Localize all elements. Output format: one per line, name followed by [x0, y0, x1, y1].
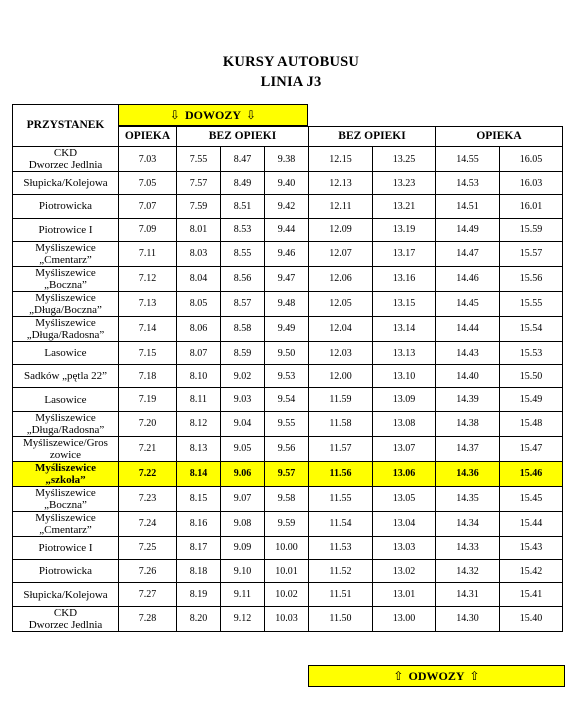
departure-time: 8.05 — [177, 291, 221, 316]
stop-name — [13, 172, 119, 195]
departure-time: 13.00 — [373, 606, 436, 631]
departure-time: 13.16 — [373, 266, 436, 291]
table-row — [13, 172, 563, 195]
departure-time: 7.14 — [119, 316, 177, 341]
departure-time: 15.43 — [500, 536, 563, 559]
departure-time: 12.06 — [309, 266, 373, 291]
departure-time: 9.06 — [221, 461, 265, 486]
table-row — [13, 365, 563, 388]
departure-time: 13.06 — [373, 461, 436, 486]
departure-time: 7.57 — [177, 172, 221, 195]
table-row — [13, 241, 563, 266]
departure-time: 14.55 — [436, 147, 500, 172]
departure-time: 14.44 — [436, 316, 500, 341]
departure-time: 13.10 — [373, 365, 436, 388]
departure-time: 13.14 — [373, 316, 436, 341]
stop-name — [13, 241, 119, 266]
departure-time: 7.21 — [119, 436, 177, 461]
header-spacer — [119, 105, 309, 127]
stop-name — [13, 411, 119, 436]
departure-time: 13.07 — [373, 436, 436, 461]
departure-time: 8.20 — [177, 606, 221, 631]
departure-time: 9.42 — [265, 195, 309, 218]
table-row — [13, 560, 563, 583]
departure-time: 14.43 — [436, 341, 500, 364]
stop-name-line: Lasowice — [44, 347, 87, 360]
header-opieka-left: OPIEKA — [119, 127, 177, 147]
departure-time: 7.05 — [119, 172, 177, 195]
departure-time: 8.59 — [221, 341, 265, 364]
stop-name-line: Myśliszewice — [35, 241, 96, 254]
table-row — [13, 316, 563, 341]
departure-time: 13.19 — [373, 218, 436, 241]
departure-time: 12.13 — [309, 172, 373, 195]
departure-time: 8.12 — [177, 411, 221, 436]
departure-time: 13.23 — [373, 172, 436, 195]
stop-name-line: „Boczna” — [44, 278, 87, 291]
departure-time: 15.42 — [500, 560, 563, 583]
departure-time: 14.30 — [436, 606, 500, 631]
departure-time: 12.05 — [309, 291, 373, 316]
departure-time: 11.51 — [309, 583, 373, 606]
arrow-down-icon: ⇩ — [169, 108, 180, 122]
departure-time: 7.26 — [119, 560, 177, 583]
departure-time: 9.57 — [265, 461, 309, 486]
departure-time: 13.08 — [373, 411, 436, 436]
stop-name — [13, 486, 119, 511]
departure-time: 7.09 — [119, 218, 177, 241]
header-bez-opieki-left: BEZ OPIEKI — [177, 127, 309, 147]
stop-name-line: „Boczna” — [44, 498, 87, 511]
departure-time: 8.49 — [221, 172, 265, 195]
departure-time: 12.11 — [309, 195, 373, 218]
departure-time: 8.55 — [221, 241, 265, 266]
table-row — [13, 195, 563, 218]
header-spacer — [309, 105, 563, 127]
page-subtitle: LINIA J3 — [260, 74, 322, 90]
departure-time: 14.40 — [436, 365, 500, 388]
departure-time: 9.11 — [221, 583, 265, 606]
departure-time: 15.49 — [500, 388, 563, 411]
stop-name-line: „Cmentarz” — [39, 523, 92, 536]
departure-time: 11.59 — [309, 388, 373, 411]
header-bez-opieki-right: BEZ OPIEKI — [309, 127, 436, 147]
arrow-up-icon: ⇧ — [469, 669, 480, 683]
departure-time: 8.10 — [177, 365, 221, 388]
table-row — [13, 583, 563, 606]
departure-time: 9.05 — [221, 436, 265, 461]
stop-name-line: Lasowice — [44, 393, 87, 406]
stop-name-line: Myśliszewice — [35, 266, 96, 279]
timetable — [12, 104, 563, 632]
departure-time: 8.53 — [221, 218, 265, 241]
departure-time: 12.15 — [309, 147, 373, 172]
departure-time: 9.44 — [265, 218, 309, 241]
departure-time: 9.50 — [265, 341, 309, 364]
header-opieka-right: OPIEKA — [436, 127, 563, 147]
stop-name-line: Piotrowicka — [38, 200, 93, 213]
departure-time: 9.49 — [265, 316, 309, 341]
departure-time: 15.48 — [500, 411, 563, 436]
stop-name — [13, 536, 119, 559]
stop-name-line: CKD — [53, 606, 78, 619]
departure-time: 14.53 — [436, 172, 500, 195]
departure-time: 11.54 — [309, 511, 373, 536]
table-row — [13, 461, 563, 486]
departure-time: 9.03 — [221, 388, 265, 411]
departure-time: 16.01 — [500, 195, 563, 218]
stop-name-line: Myśliszewice — [35, 411, 96, 424]
stop-name-line: „Długa/Radosna” — [26, 423, 105, 436]
departure-time: 7.23 — [119, 486, 177, 511]
table-row — [13, 341, 563, 364]
stop-name-line: Piotrowice I — [38, 541, 93, 554]
departure-time: 7.20 — [119, 411, 177, 436]
departure-time: 8.16 — [177, 511, 221, 536]
departure-time: 9.59 — [265, 511, 309, 536]
departure-time: 14.35 — [436, 486, 500, 511]
stop-name — [13, 341, 119, 364]
table-row — [13, 511, 563, 536]
departure-time: 9.10 — [221, 560, 265, 583]
departure-time: 13.01 — [373, 583, 436, 606]
stop-name-line: Myśliszewice — [34, 461, 97, 474]
departure-time: 8.13 — [177, 436, 221, 461]
departure-time: 14.31 — [436, 583, 500, 606]
departure-time: 8.57 — [221, 291, 265, 316]
stop-name — [13, 560, 119, 583]
departure-time: 9.48 — [265, 291, 309, 316]
arrow-down-icon: ⇩ — [246, 108, 257, 122]
departure-time: 8.04 — [177, 266, 221, 291]
departure-time: 7.22 — [119, 461, 177, 486]
departure-time: 14.46 — [436, 266, 500, 291]
stop-name-line: Dworzec Jedlnia — [28, 618, 103, 631]
departure-time: 9.58 — [265, 486, 309, 511]
stop-name — [13, 266, 119, 291]
departure-time: 16.03 — [500, 172, 563, 195]
departure-time: 7.59 — [177, 195, 221, 218]
departure-time: 9.07 — [221, 486, 265, 511]
stop-name — [13, 606, 119, 631]
departure-time: 10.02 — [265, 583, 309, 606]
departure-time: 8.15 — [177, 486, 221, 511]
departure-time: 15.46 — [500, 461, 563, 486]
table-row — [13, 436, 563, 461]
departure-time: 9.47 — [265, 266, 309, 291]
stop-name-line: Myśliszewice/Gros — [23, 436, 108, 449]
departure-time: 7.07 — [119, 195, 177, 218]
departure-time: 13.17 — [373, 241, 436, 266]
departure-time: 15.44 — [500, 511, 563, 536]
departure-time: 12.09 — [309, 218, 373, 241]
departure-time: 14.38 — [436, 411, 500, 436]
stop-name — [13, 583, 119, 606]
departure-time: 14.34 — [436, 511, 500, 536]
departure-time: 15.45 — [500, 486, 563, 511]
departure-time: 7.12 — [119, 266, 177, 291]
departure-time: 8.47 — [221, 147, 265, 172]
departure-time: 8.01 — [177, 218, 221, 241]
departure-time: 9.04 — [221, 411, 265, 436]
stop-name-line: zowice — [49, 448, 82, 461]
stop-name-line: Myśliszewice — [35, 291, 96, 304]
departure-time: 8.51 — [221, 195, 265, 218]
odwozy-label: ODWOZY — [408, 668, 465, 683]
table-row — [13, 411, 563, 436]
departure-time: 8.17 — [177, 536, 221, 559]
stop-name-line: Słupicka/Kolejowa — [23, 177, 108, 190]
departure-time: 15.55 — [500, 291, 563, 316]
stop-name-line: Piotrowice I — [38, 223, 93, 236]
departure-time: 15.50 — [500, 365, 563, 388]
departure-time: 8.07 — [177, 341, 221, 364]
header-stop: PRZYSTANEK — [13, 105, 119, 147]
departure-time: 11.52 — [309, 560, 373, 583]
stop-name — [13, 436, 119, 461]
departure-time: 9.55 — [265, 411, 309, 436]
stop-name — [13, 195, 119, 218]
departure-time: 14.39 — [436, 388, 500, 411]
page-title: KURSY AUTOBUSU — [222, 54, 360, 70]
departure-time: 14.47 — [436, 241, 500, 266]
departure-time: 15.57 — [500, 241, 563, 266]
departure-time: 16.05 — [500, 147, 563, 172]
departure-time: 7.11 — [119, 241, 177, 266]
departure-time: 8.19 — [177, 583, 221, 606]
departure-time: 7.25 — [119, 536, 177, 559]
stop-name-line: „Cmentarz” — [39, 253, 92, 266]
departure-time: 14.36 — [436, 461, 500, 486]
stop-name — [13, 291, 119, 316]
departure-time: 11.55 — [309, 486, 373, 511]
departure-time: 15.56 — [500, 266, 563, 291]
table-row — [13, 291, 563, 316]
departure-time: 9.53 — [265, 365, 309, 388]
departure-time: 15.47 — [500, 436, 563, 461]
departure-time: 7.28 — [119, 606, 177, 631]
departure-time: 7.03 — [119, 147, 177, 172]
departure-time: 13.05 — [373, 486, 436, 511]
departure-time: 13.13 — [373, 341, 436, 364]
departure-time: 12.03 — [309, 341, 373, 364]
departure-time: 11.50 — [309, 606, 373, 631]
departure-time: 9.09 — [221, 536, 265, 559]
departure-time: 15.41 — [500, 583, 563, 606]
departure-time: 9.12 — [221, 606, 265, 631]
stop-name — [13, 365, 119, 388]
stop-name — [13, 461, 119, 486]
departure-time: 14.45 — [436, 291, 500, 316]
departure-time: 13.03 — [373, 536, 436, 559]
departure-time: 12.00 — [309, 365, 373, 388]
table-row — [13, 147, 563, 172]
stop-name-line: Myśliszewice — [35, 511, 96, 524]
departure-time: 8.11 — [177, 388, 221, 411]
departure-time: 15.54 — [500, 316, 563, 341]
departure-time: 10.03 — [265, 606, 309, 631]
stop-name-line: Dworzec Jedlnia — [28, 159, 103, 171]
departure-time: 10.00 — [265, 536, 309, 559]
departure-time: 13.25 — [373, 147, 436, 172]
departure-time: 9.46 — [265, 241, 309, 266]
departure-time: 7.19 — [119, 388, 177, 411]
departure-time: 11.53 — [309, 536, 373, 559]
departure-time: 14.37 — [436, 436, 500, 461]
departure-time: 9.54 — [265, 388, 309, 411]
departure-time: 14.33 — [436, 536, 500, 559]
departure-time: 11.58 — [309, 411, 373, 436]
odwozy-banner — [308, 665, 565, 687]
dowozy-label: DOWOZY — [184, 107, 241, 122]
departure-time: 10.01 — [265, 560, 309, 583]
stop-name-line: „Długa/Boczna” — [29, 303, 102, 316]
stop-name-line: Myśliszewice — [35, 316, 96, 329]
departure-time: 9.02 — [221, 365, 265, 388]
departure-time: 7.27 — [119, 583, 177, 606]
stop-name-line: CKD — [53, 147, 78, 159]
departure-time: 9.56 — [265, 436, 309, 461]
table-row — [13, 536, 563, 559]
departure-time: 13.09 — [373, 388, 436, 411]
departure-time: 14.32 — [436, 560, 500, 583]
departure-time: 8.58 — [221, 316, 265, 341]
departure-time: 14.51 — [436, 195, 500, 218]
stop-name-line: „szkoła” — [45, 473, 86, 486]
departure-time: 13.21 — [373, 195, 436, 218]
stop-name — [13, 218, 119, 241]
table-row — [13, 266, 563, 291]
stop-name-line: Sadków „pętla 22” — [23, 370, 108, 383]
departure-time: 7.18 — [119, 365, 177, 388]
departure-time: 7.24 — [119, 511, 177, 536]
stop-name — [13, 147, 119, 172]
arrow-up-icon: ⇧ — [393, 669, 404, 683]
departure-time: 9.08 — [221, 511, 265, 536]
stop-name-line: „Długa/Radosna” — [26, 328, 105, 341]
departure-time: 9.38 — [265, 147, 309, 172]
stop-name-line: Piotrowicka — [38, 565, 93, 578]
departure-time: 7.15 — [119, 341, 177, 364]
departure-time: 8.18 — [177, 560, 221, 583]
departure-time: 13.04 — [373, 511, 436, 536]
table-row — [13, 486, 563, 511]
departure-time: 13.02 — [373, 560, 436, 583]
table-row — [13, 388, 563, 411]
departure-time: 15.40 — [500, 606, 563, 631]
stop-name — [13, 511, 119, 536]
table-row — [13, 218, 563, 241]
departure-time: 14.49 — [436, 218, 500, 241]
departure-time: 8.06 — [177, 316, 221, 341]
table-row — [13, 606, 563, 631]
stop-name — [13, 316, 119, 341]
departure-time: 11.57 — [309, 436, 373, 461]
departure-time: 15.59 — [500, 218, 563, 241]
departure-time: 8.03 — [177, 241, 221, 266]
departure-time: 13.15 — [373, 291, 436, 316]
departure-time: 7.13 — [119, 291, 177, 316]
departure-time: 12.04 — [309, 316, 373, 341]
departure-time: 12.07 — [309, 241, 373, 266]
departure-time: 15.53 — [500, 341, 563, 364]
departure-time: 8.56 — [221, 266, 265, 291]
stop-name-line: Myśliszewice — [35, 486, 96, 499]
stop-name — [13, 388, 119, 411]
departure-time: 7.55 — [177, 147, 221, 172]
departure-time: 11.56 — [309, 461, 373, 486]
departure-time: 8.14 — [177, 461, 221, 486]
departure-time: 9.40 — [265, 172, 309, 195]
stop-name-line: Słupicka/Kolejowa — [23, 588, 108, 601]
